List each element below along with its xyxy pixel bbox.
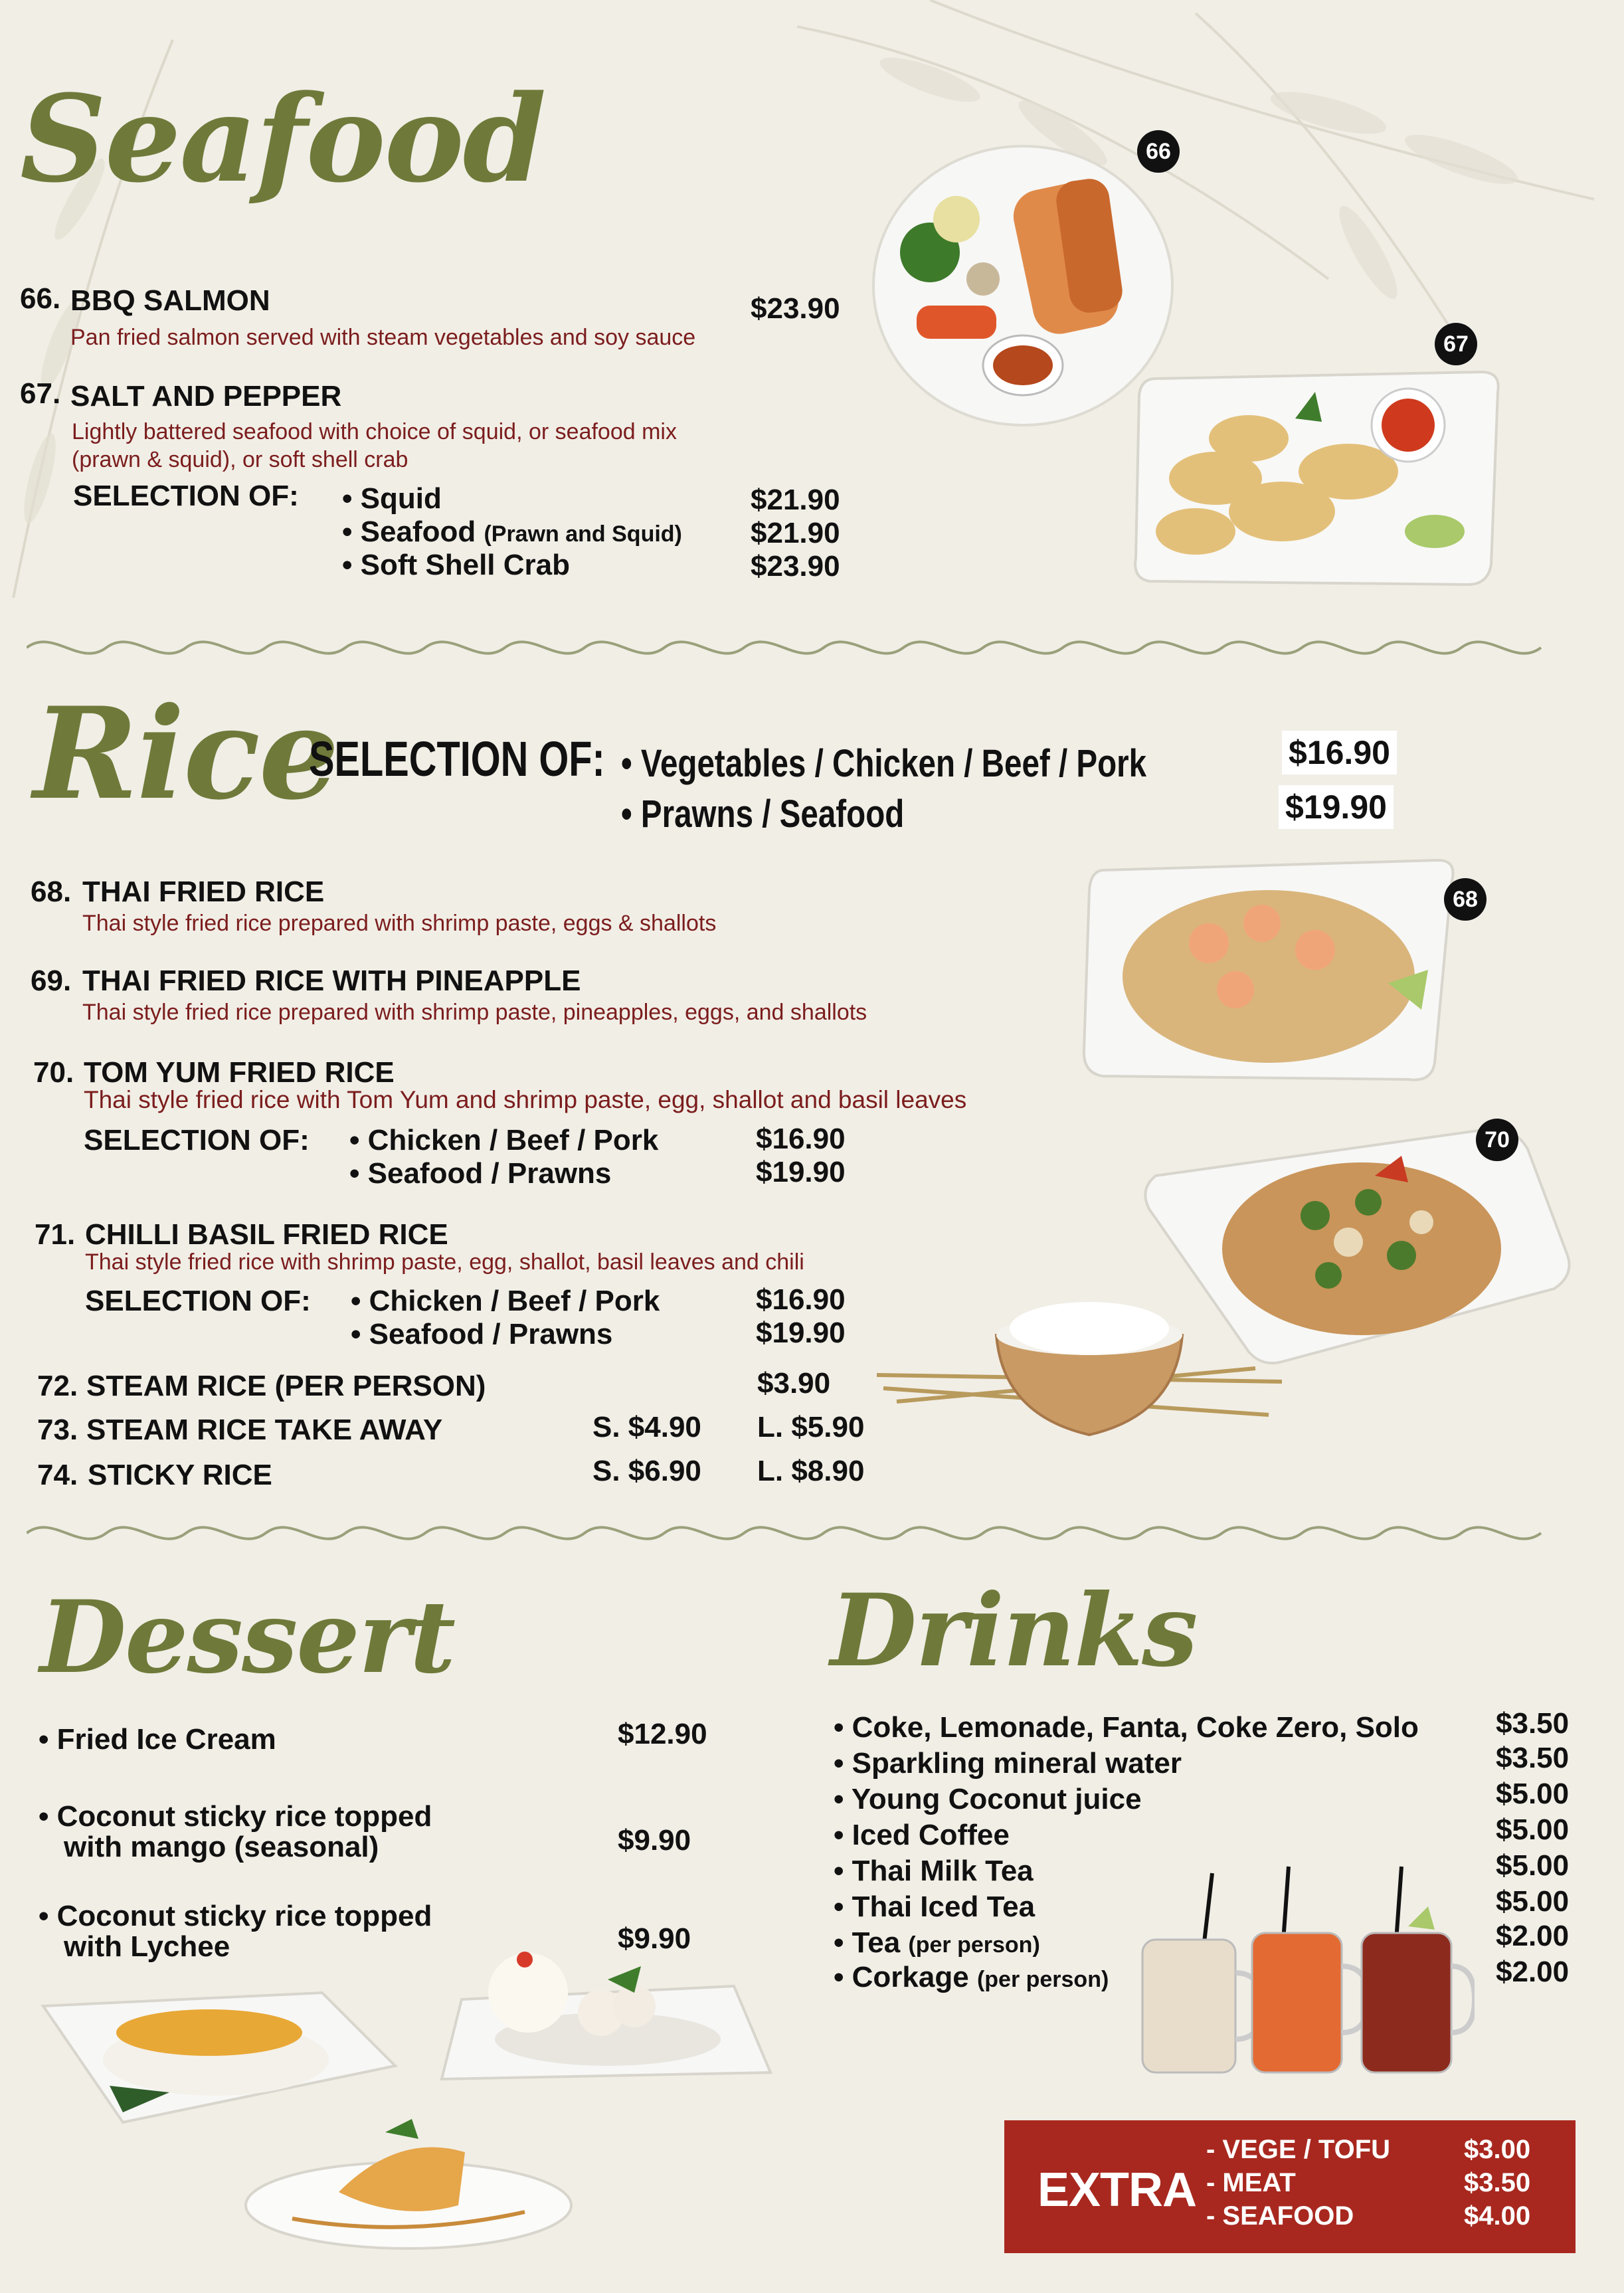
option-price: $19.90 (756, 1156, 846, 1188)
drink-item-price: $3.50 (1496, 1707, 1570, 1740)
item-66-price: $23.90 (751, 292, 840, 325)
drink-item: • Sparkling mineral water (834, 1747, 1182, 1780)
rice-selection-1 (621, 741, 1262, 786)
drink-item (834, 1961, 1109, 1994)
rice-selection-1-price: $16.90 (1282, 731, 1397, 775)
extra-item-price: $3.50 (1464, 2168, 1531, 2197)
drink-item: • Coke, Lemonade, Fanta, Coke Zero, Solo (834, 1711, 1419, 1744)
selection-label: SELECTION OF: (73, 480, 299, 512)
option-seafood-prawns: • Seafood / Prawns (349, 1157, 612, 1190)
item-68-number: 68. (31, 875, 72, 908)
dessert-item-3-price: $9.90 (618, 1922, 691, 1955)
ornament-divider (27, 1513, 1561, 1553)
drink-item-price: $3.50 (1496, 1742, 1570, 1774)
item-67-description: (prawn & squid), or soft shell crab (72, 447, 408, 472)
option-seafood-note: (Prawn and Squid) (484, 521, 682, 547)
badge-68: 68 (1444, 878, 1487, 921)
item-67-name: SALT AND PEPPER (70, 380, 342, 413)
option-price: $16.90 (756, 1283, 846, 1316)
item-67-description: Lightly battered seafood with choice of squid, or seafood mix (72, 419, 677, 444)
option-soft-shell-crab: • Soft Shell Crab (342, 549, 570, 581)
salt-and-pepper-photo (1129, 365, 1508, 591)
dessert-item-1-price: $12.90 (618, 1718, 707, 1750)
dessert-item-2-price: $9.90 (618, 1824, 691, 1857)
drink-item: • Young Coconut juice (834, 1783, 1142, 1815)
rice-selection-2-price: $19.90 (1279, 785, 1394, 829)
rice-selection-1-label: • Vegetables / Chicken / Beef / Pork (621, 742, 1147, 785)
option-chicken-beef-pork: • Chicken / Beef / Pork (351, 1285, 660, 1317)
item-67-number: 67. (20, 377, 61, 410)
item-71-name: CHILLI BASIL FRIED RICE (85, 1218, 448, 1251)
option-squid: • Squid (342, 482, 442, 515)
drink-item-price: $5.00 (1496, 1885, 1570, 1918)
badge-70: 70 (1476, 1119, 1518, 1161)
item-68-name: THAI FRIED RICE (82, 875, 325, 908)
item-73-small-price: S. $4.90 (592, 1411, 701, 1443)
item-66-name: BBQ SALMON (70, 284, 270, 317)
option-chicken-beef-pork: • Chicken / Beef / Pork (349, 1124, 659, 1156)
item-69-name: THAI FRIED RICE WITH PINEAPPLE (82, 964, 581, 997)
extra-item-label: - SEAFOOD (1206, 2201, 1354, 2231)
drink-item-price: $5.00 (1496, 1849, 1570, 1882)
item-70-number: 70. (33, 1056, 74, 1089)
item-66-description: Pan fried salmon served with steam vegetables and soy sauce (70, 325, 696, 350)
option-seafood-prawns: • Seafood / Prawns (351, 1318, 613, 1350)
rice-selection-text: SELECTION OF: (309, 731, 605, 786)
option-seafood (342, 515, 682, 549)
dessert-item-1: • Fried Ice Cream (39, 1723, 276, 1756)
drink-item-label: • Tea (834, 1926, 901, 1959)
extra-item-label: - VEGE / TOFU (1206, 2135, 1391, 2164)
selection-label: SELECTION OF: (84, 1124, 310, 1156)
dessert-item-3-line2: with Lychee (64, 1930, 230, 1963)
item-74-number: 74. (37, 1459, 78, 1491)
item-70-description: Thai style fried rice with Tom Yum and shrimp paste, egg, shallot and basil leaves (84, 1086, 967, 1113)
drink-item-note: (per person) (976, 1967, 1109, 1992)
dessert-item-3: • Coconut sticky rice topped (39, 1900, 432, 1932)
item-74-small-price: S. $6.90 (592, 1455, 701, 1487)
rice-heading: Rice (33, 680, 338, 828)
thai-fried-rice-photo (1076, 850, 1461, 1089)
drink-item-note: (per person) (908, 1932, 1040, 1958)
extra-item-price: $3.00 (1464, 2135, 1531, 2164)
item-66-number: 66. (20, 282, 61, 315)
option-price: $21.90 (751, 517, 840, 549)
option-price: $21.90 (751, 484, 840, 516)
item-71-number: 71. (35, 1218, 76, 1251)
extra-title: EXTRA (1038, 2163, 1197, 2217)
badge-66: 66 (1137, 130, 1180, 173)
item-69-number: 69. (31, 964, 72, 997)
drink-item: • Thai Milk Tea (834, 1855, 1034, 1887)
drink-item-price: $2.00 (1496, 1920, 1570, 1952)
drinks-photo (1129, 1860, 1475, 2079)
ornament-divider (27, 628, 1561, 668)
item-73-large-price: L. $5.90 (757, 1411, 865, 1443)
option-price: $16.90 (756, 1123, 846, 1155)
dessert-heading: Dessert (40, 1579, 455, 1696)
item-71-description: Thai style fried rice with shrimp paste, egg, shallot, basil leaves and chili (85, 1249, 804, 1275)
drink-item: • Iced Coffee (834, 1819, 1010, 1851)
item-73-number: 73. (37, 1414, 78, 1446)
item-72-number: 72. (37, 1370, 78, 1402)
item-72-name: STEAM RICE (PER PERSON) (86, 1370, 486, 1402)
item-74-large-price: L. $8.90 (757, 1455, 865, 1487)
rice-selection-2 (621, 792, 966, 836)
item-68-description: Thai style fried rice prepared with shrimp paste, eggs & shallots (82, 911, 717, 936)
dessert-item-2-line2: with mango (seasonal) (64, 1831, 379, 1863)
drinks-heading: Drinks (830, 1572, 1197, 1689)
rice-selection-2-label: • Prawns / Seafood (621, 792, 905, 836)
item-72-price: $3.90 (757, 1367, 831, 1400)
option-price: $23.90 (751, 550, 840, 583)
drink-item-price: $2.00 (1496, 1956, 1570, 1988)
lychee-sticky-rice-photo (435, 1940, 774, 2086)
extra-item-price: $4.00 (1464, 2201, 1531, 2231)
steam-rice-bowl-photo (870, 1289, 1295, 1455)
dessert-item-2: • Coconut sticky rice topped (39, 1800, 432, 1833)
extra-box (1004, 2120, 1576, 2253)
selection-label: SELECTION OF: (85, 1285, 311, 1317)
badge-67: 67 (1435, 323, 1477, 365)
extra-item-label: - MEAT (1206, 2168, 1296, 2197)
item-74-name: STICKY RICE (88, 1459, 272, 1491)
drink-item-price: $5.00 (1496, 1778, 1570, 1810)
drink-item: • Thai Iced Tea (834, 1890, 1036, 1923)
item-70-name: TOM YUM FRIED RICE (84, 1056, 395, 1089)
fried-ice-cream-photo (239, 2106, 578, 2252)
mango-sticky-rice-photo (37, 1986, 402, 2126)
option-price: $19.90 (756, 1317, 846, 1349)
item-69-description: Thai style fried rice prepared with shrimp paste, pineapples, eggs, and shallots (82, 1000, 867, 1025)
item-73-name: STEAM RICE TAKE AWAY (86, 1414, 443, 1446)
option-seafood-label: • Seafood (342, 515, 476, 548)
drink-item-label: • Corkage (834, 1961, 969, 1993)
seafood-heading: Seafood (20, 69, 545, 209)
drink-item-price: $5.00 (1496, 1813, 1570, 1846)
drink-item (834, 1926, 1040, 1960)
